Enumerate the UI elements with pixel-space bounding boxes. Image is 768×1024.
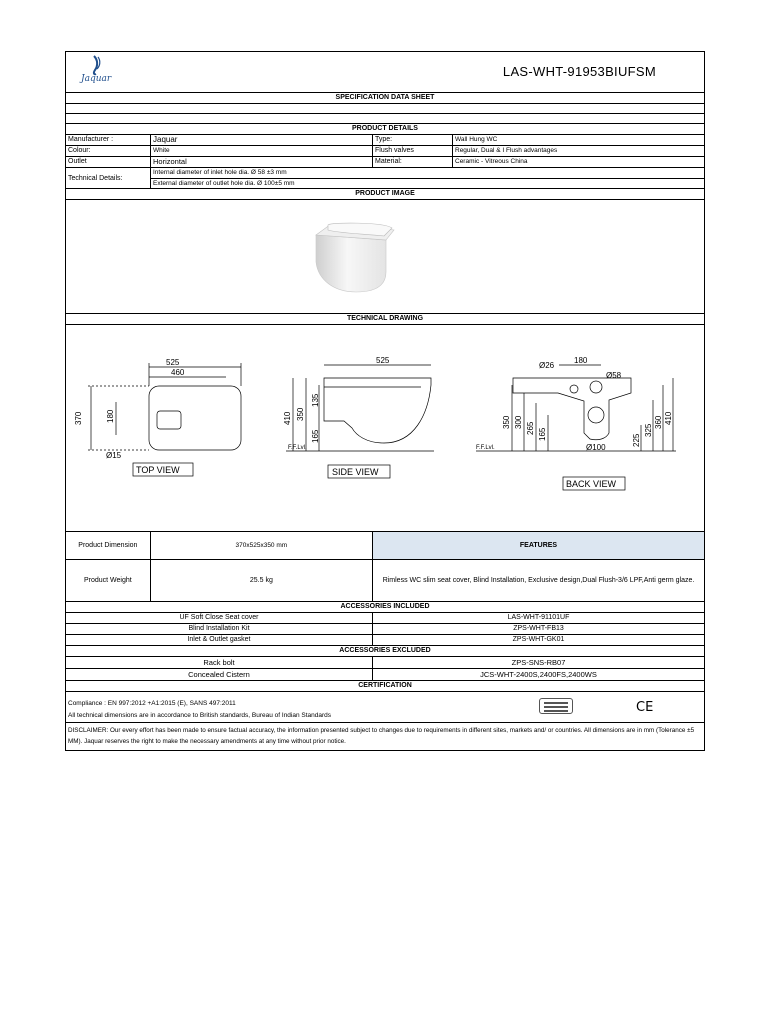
weight-row: [66, 560, 372, 601]
outlet-value: Horizontal: [151, 157, 373, 167]
technical-drawing-heading: TECHNICAL DRAWING: [66, 314, 704, 325]
accessories-excluded-heading: ACCESSORIES EXCLUDED: [66, 646, 704, 657]
details-row-technical: [66, 168, 704, 189]
features-panel: [373, 532, 704, 601]
product-image-heading: PRODUCT IMAGE: [66, 189, 704, 200]
accessory-included-row: [66, 613, 704, 624]
specification-sheet: [65, 51, 705, 751]
type-value: Wall Hung WC: [455, 136, 498, 143]
accessory-name: Blind Installation Kit: [66, 624, 373, 634]
top-dim-370: 370: [74, 411, 83, 425]
details-row-outlet: [66, 157, 704, 168]
accessory-code: JCS-WHT-2400S,2400FS,2400WS: [480, 670, 597, 679]
back-view-label: BACK VIEW: [566, 479, 617, 489]
back-dim-26: Ø26: [539, 361, 555, 370]
type-label: Type:: [373, 135, 453, 145]
colour-value: White: [151, 146, 373, 156]
specs-block: [66, 532, 704, 602]
manufacturer-label: Manufacturer :: [66, 135, 151, 145]
disclaimer: DISCLAIMER: Our every effort has been made to ensure factual accuracy, the information presented subject to changes due to requirements in different sites, markets and/ or countries. All dimensions are in mm (Tolerance ±5 MM). Jaquar reserves the right to make the necessary amendments at any time without prior notice.: [68, 727, 695, 745]
side-view-drawing: [286, 365, 434, 478]
flush-label: Flush valves: [373, 146, 453, 156]
brand-name: Jaquar: [81, 74, 112, 84]
back-dim-225: 225: [632, 433, 641, 447]
technical-inlet: Internal diameter of inlet hole dia. Ø 58 ±3 mm: [151, 168, 704, 179]
back-ffl-label: F.F.Lvl.: [476, 445, 495, 451]
accessory-included-row: [66, 624, 704, 635]
sheet-title: SPECIFICATION DATA SHEET: [66, 93, 704, 104]
manufacturer-value: Jaquar: [151, 135, 373, 145]
back-dim-350: 350: [502, 415, 511, 429]
material-label: Material:: [373, 157, 453, 167]
dimension-value: 370x525x350 mm: [235, 542, 288, 549]
standards-mark-icon: [539, 698, 573, 714]
back-dim-180: 180: [574, 356, 588, 365]
flush-value: Regular, Dual & I Flush advantages: [455, 147, 558, 154]
technical-drawing: [66, 325, 704, 532]
weight-label: Product Weight: [66, 560, 151, 601]
dimension-label: Product Dimension: [66, 532, 151, 559]
side-ffl-label: F.F.Lvl.: [288, 445, 307, 451]
technical-values: [151, 168, 704, 188]
top-view-label: TOP VIEW: [136, 465, 180, 475]
back-dim-410: 410: [664, 411, 673, 425]
accessories-included-heading: ACCESSORIES INCLUDED: [66, 602, 704, 613]
side-dim-525: 525: [376, 356, 390, 365]
dimension-row: [66, 532, 372, 560]
side-view-label: SIDE VIEW: [332, 467, 379, 477]
certification-heading: CERTIFICATION: [66, 681, 704, 692]
back-dim-100: Ø100: [586, 443, 606, 452]
top-dim-525: 525: [166, 358, 180, 367]
product-image-area: [66, 200, 704, 314]
accessory-name: UF Soft Close Seat cover: [66, 613, 373, 623]
brand-logo: [78, 54, 126, 90]
back-dim-265: 265: [526, 421, 535, 435]
back-dim-58: Ø58: [606, 371, 622, 380]
spacer-row: [66, 114, 704, 124]
spacer-row: [66, 104, 704, 114]
compliance-line: Compliance : EN 997:2012 +A1:2015 (E), SANS 497:2011: [68, 700, 236, 707]
specs-left: [66, 532, 373, 601]
side-dim-135: 135: [311, 393, 320, 407]
brand-logo-icon: [78, 54, 126, 90]
accessory-code: ZPS-WHT-FB13: [513, 625, 564, 632]
back-dim-300: 300: [514, 415, 523, 429]
top-dim-15: Ø15: [106, 451, 122, 460]
features-heading: FEATURES: [373, 532, 704, 560]
details-row-manufacturer: [66, 135, 704, 146]
back-dim-325: 325: [644, 423, 653, 437]
accessory-included-row: [66, 635, 704, 646]
standards-line: All technical dimensions are in accordance to British standards, Bureau of Indian Standards: [68, 712, 332, 719]
accessory-name: Inlet & Outlet gasket: [66, 635, 373, 645]
weight-value: 25.5 kg: [249, 577, 273, 584]
outlet-label: Outlet: [66, 157, 151, 167]
certification-block: [66, 692, 704, 723]
side-dim-165: 165: [311, 429, 320, 443]
top-dim-460: 460: [171, 368, 185, 377]
features-text: Rimless WC slim seat cover, Blind Installation, Exclusive design,Dual Flush-3/6 LPF,Anti germ glaze.: [382, 576, 695, 584]
side-dim-350: 350: [296, 407, 305, 421]
technical-label: Technical Details:: [66, 168, 151, 188]
material-value: Ceramic - Vitreous China: [455, 158, 528, 165]
product-image: [66, 200, 704, 314]
side-dim-410: 410: [283, 411, 292, 425]
details-row-colour: [66, 146, 704, 157]
accessory-code: ZPS-SNS-RB07: [511, 658, 566, 667]
colour-label: Colour:: [66, 146, 151, 156]
back-dim-360: 360: [654, 415, 663, 429]
ce-mark-icon: CE: [636, 700, 654, 715]
accessory-excluded-row: [66, 657, 704, 669]
back-dim-165: 165: [538, 427, 547, 441]
certification-text: [68, 698, 331, 722]
technical-outlet: External diameter of outlet hole dia. Ø 100±5 mm: [153, 180, 295, 187]
sheet-header: [66, 52, 704, 93]
top-dim-180: 180: [106, 409, 115, 423]
accessory-excluded-row: [66, 669, 704, 681]
accessory-name: Rack bolt: [66, 657, 373, 668]
accessory-code: LAS-WHT-91101UF: [507, 614, 570, 621]
product-details-heading: PRODUCT DETAILS: [66, 124, 704, 135]
accessory-code: ZPS-WHT-GK01: [512, 636, 565, 643]
accessory-name: Concealed Cistern: [66, 669, 373, 680]
technical-drawing-area: [66, 325, 704, 532]
product-code-title: LAS-WHT-91953BIUFSM: [502, 64, 656, 79]
